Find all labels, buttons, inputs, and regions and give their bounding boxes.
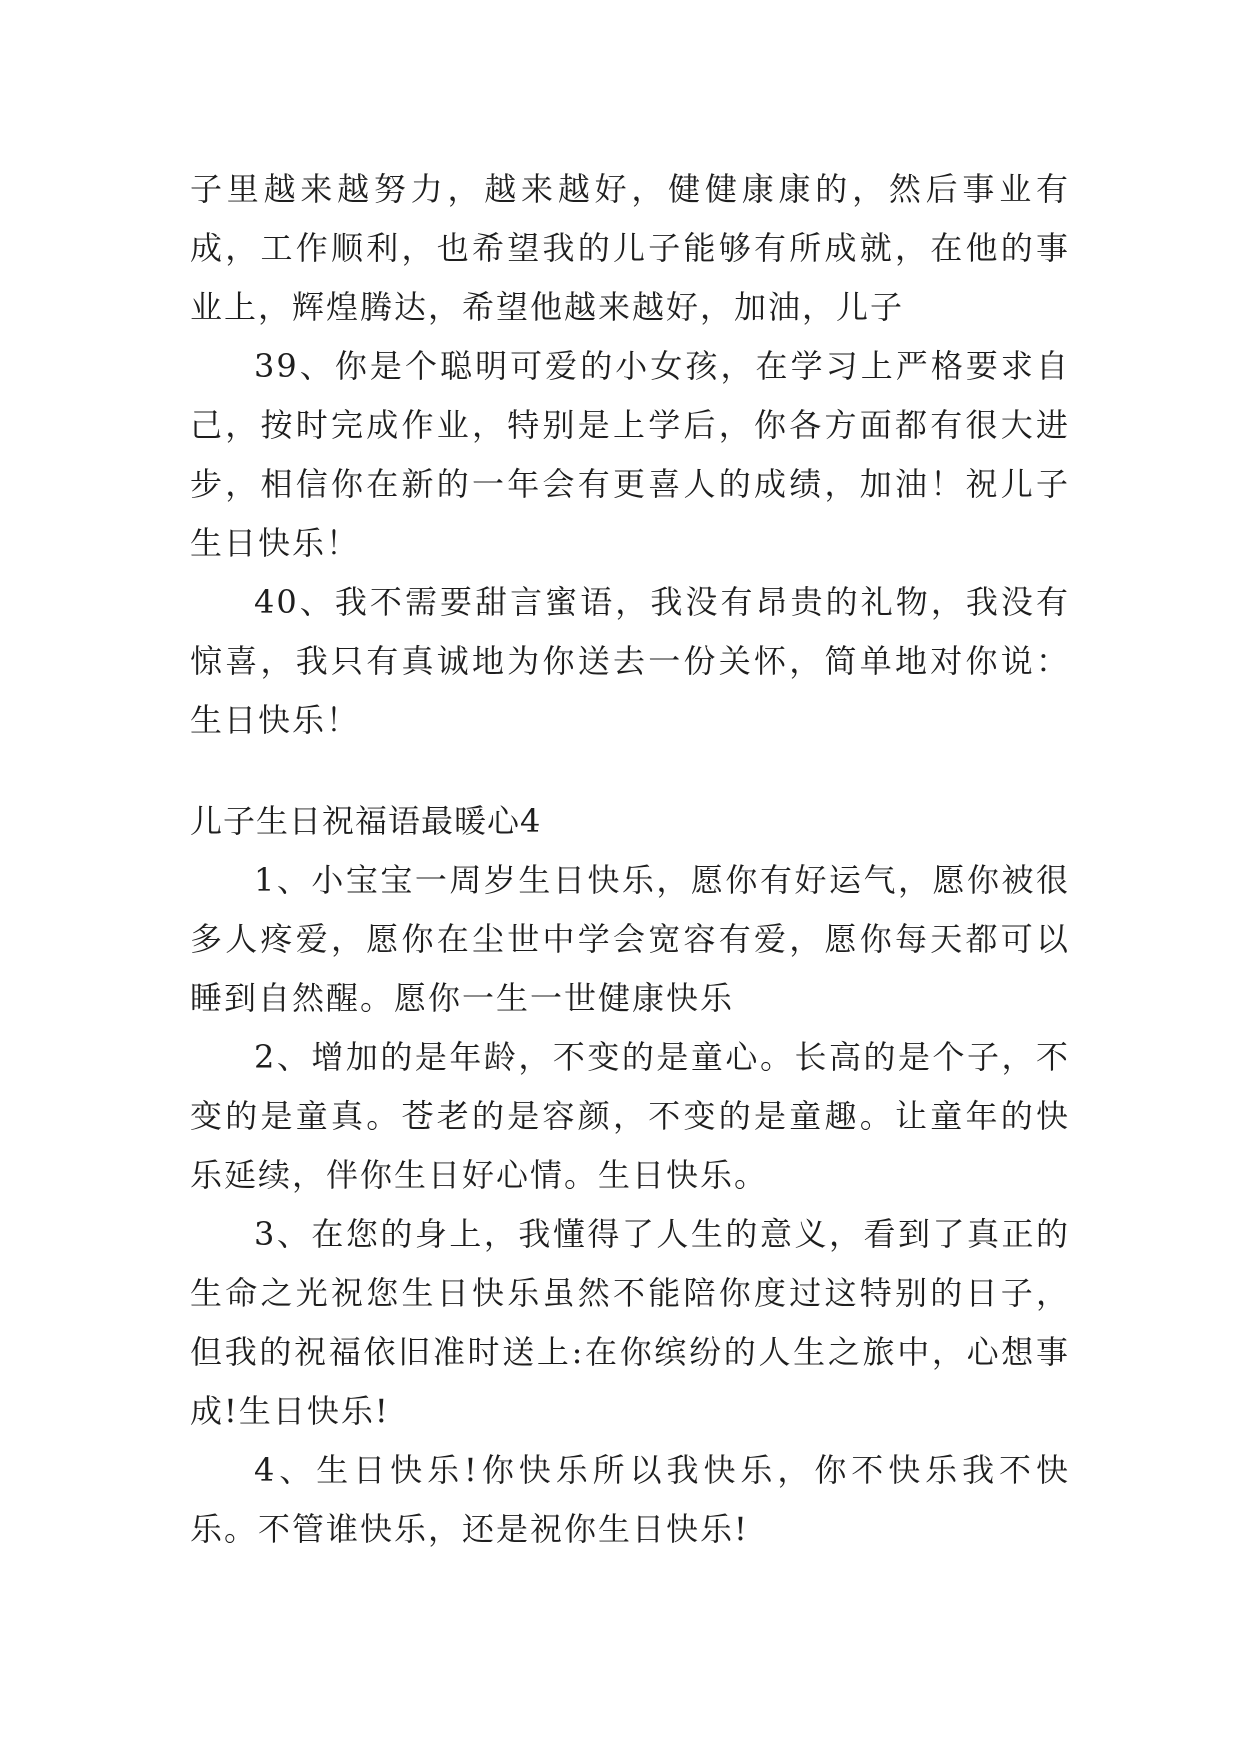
section4-wish-item-2: 2、增加的是年龄，不变的是童心。长高的是个子，不变的是童真。苍老的是容颜，不变的是童趣。让童年的快乐延续，伴你生日好心情。生日快乐。 <box>190 1038 1070 1194</box>
section4-wish-item-1: 1、小宝宝一周岁生日快乐，愿你有好运气，愿你被很多人疼爱，愿你在尘世中学会宽容有爱，愿你每天都可以睡到自然醒。愿你一生一世健康快乐 <box>190 861 1070 1017</box>
section-title: 儿子生日祝福语最暖心4 <box>190 802 542 840</box>
document-body <box>190 160 1070 1559</box>
wish-item-40: 40、我不需要甜言蜜语，我没有昂贵的礼物，我没有惊喜，我只有真诚地为你送去一份关怀，简单地对你说：生日快乐！ <box>190 583 1070 739</box>
section4-wish-item-3: 3、在您的身上，我懂得了人生的意义，看到了真正的生命之光祝您生日快乐虽然不能陪你度过这特别的日子，但我的祝福依旧准时送上:在你缤纷的人生之旅中，心想事成!生日快乐! <box>190 1215 1070 1430</box>
continuation-paragraph: 子里越来越努力，越来越好，健健康康的，然后事业有成，工作顺利，也希望我的儿子能够有所成就，在他的事业上，辉煌腾达，希望他越来越好，加油，儿子 <box>190 170 1070 326</box>
section4-wish-item-4: 4、生日快乐!你快乐所以我快乐，你不快乐我不快乐。不管谁快乐，还是祝你生日快乐! <box>190 1451 1070 1548</box>
wish-item-39: 39、你是个聪明可爱的小女孩，在学习上严格要求自己，按时完成作业，特别是上学后，你各方面都有很大进步，相信你在新的一年会有更喜人的成绩，加油！祝儿子生日快乐！ <box>190 347 1070 562</box>
